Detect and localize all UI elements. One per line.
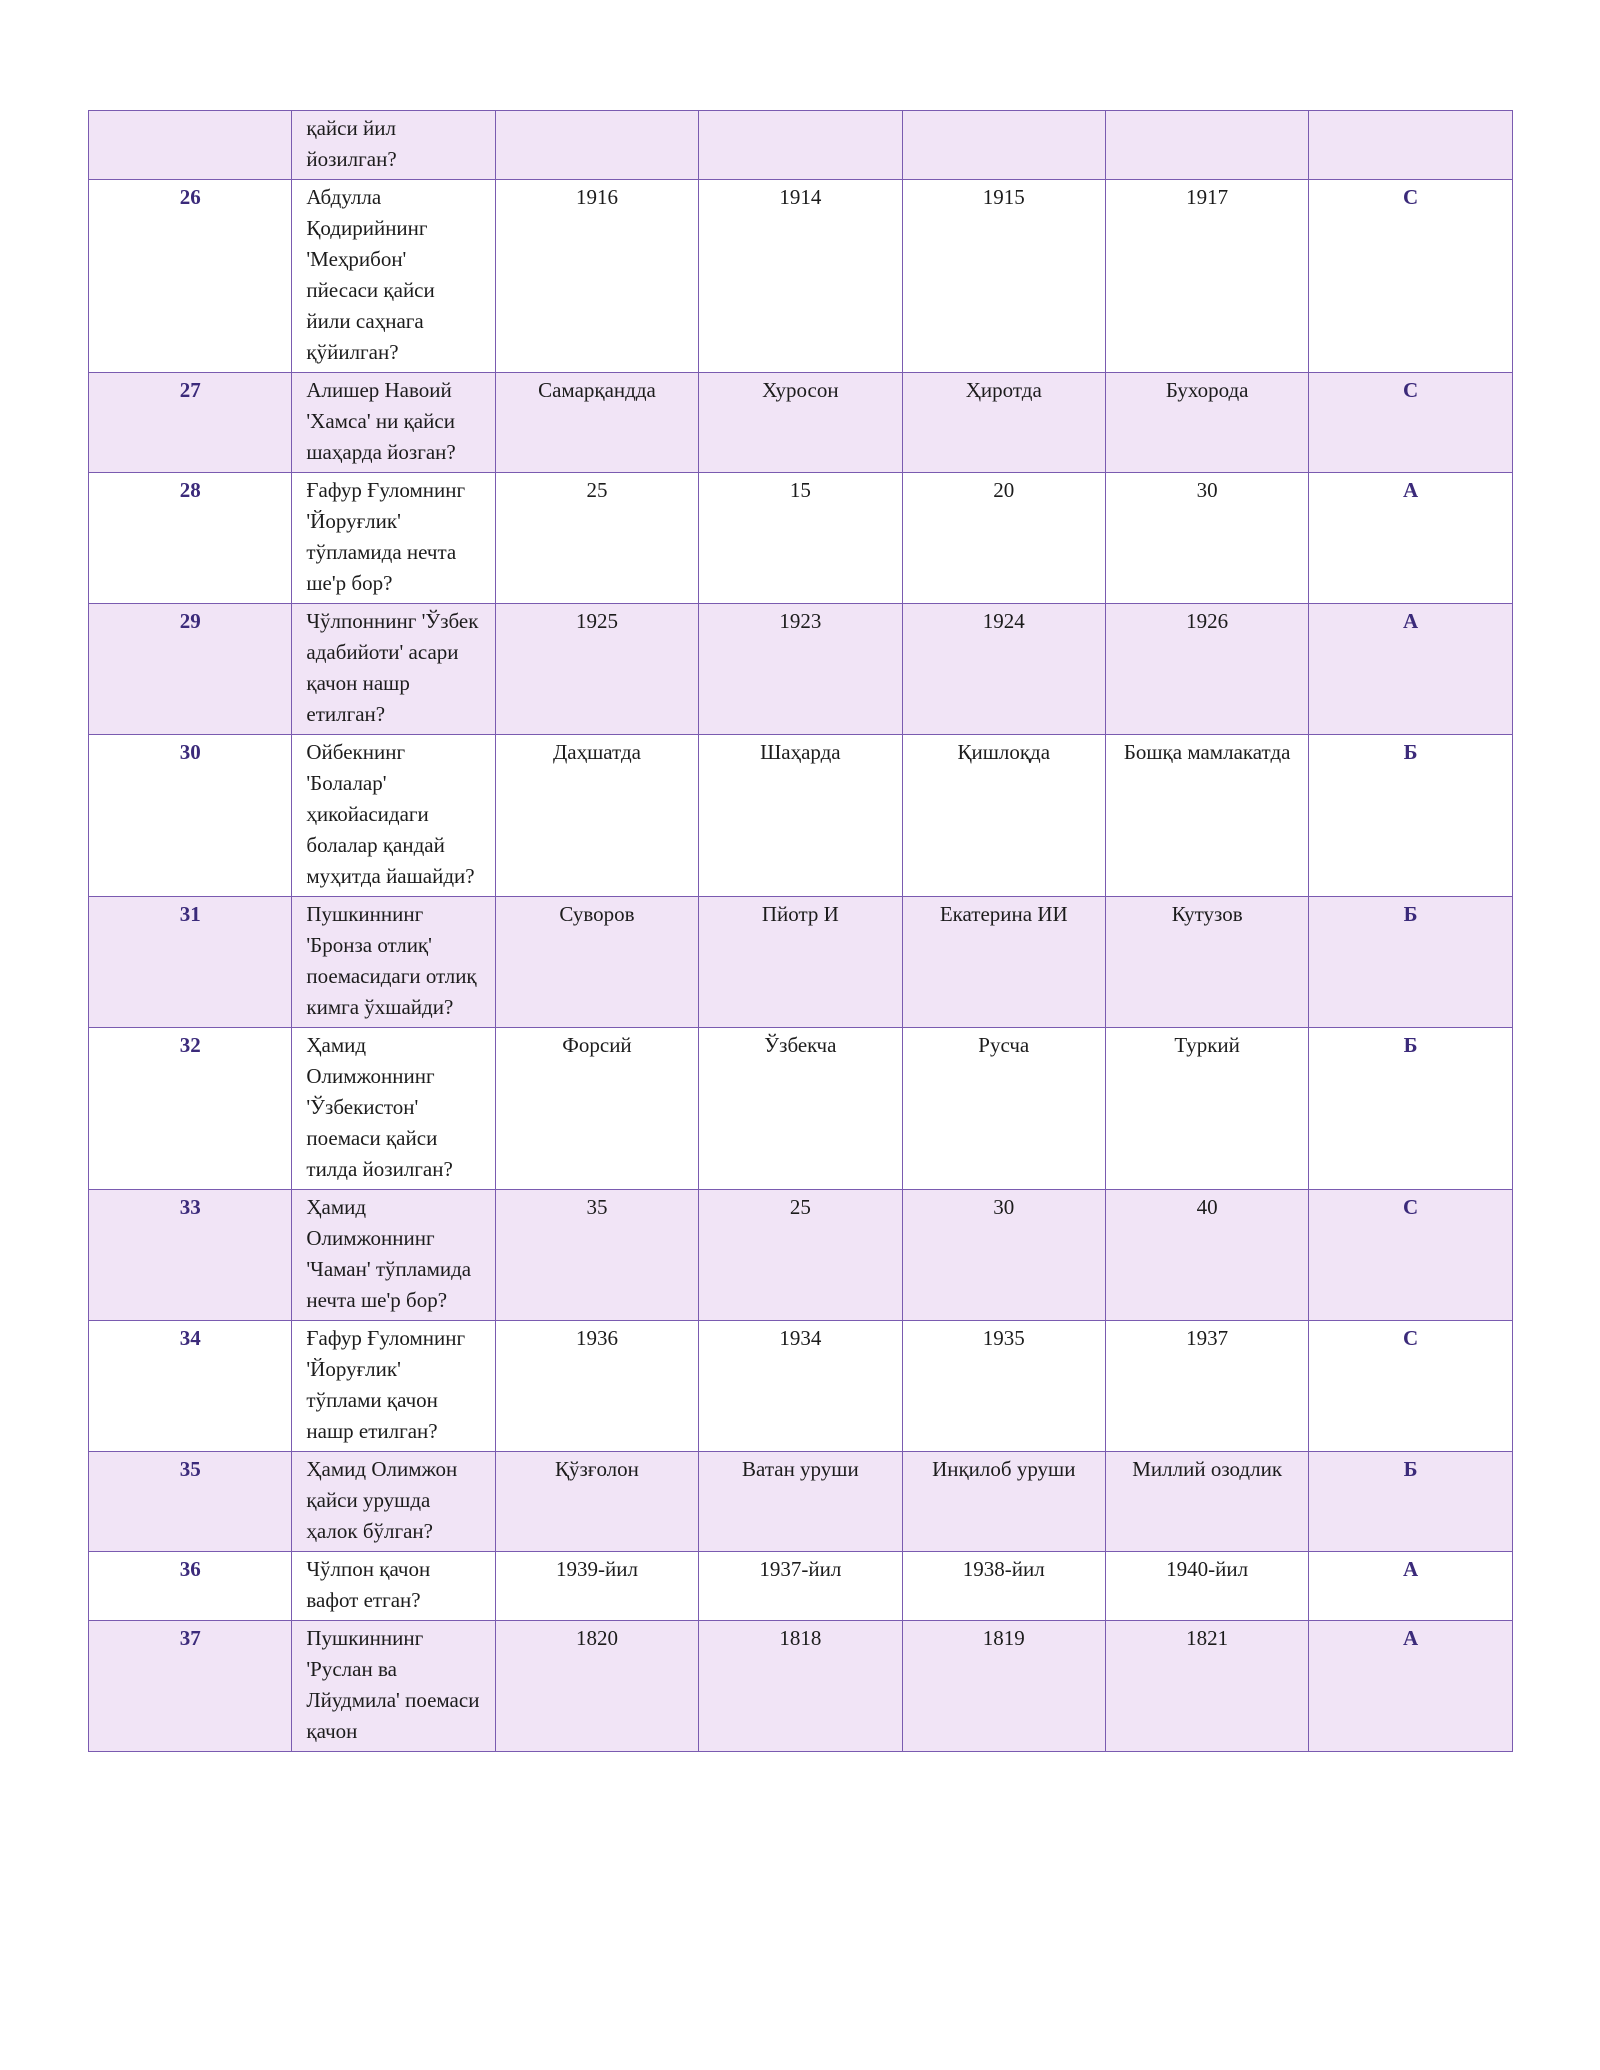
quiz-sheet xyxy=(88,110,1513,1752)
number-cell: 33 xyxy=(89,1190,292,1321)
option-b-cell: 1934 xyxy=(699,1321,902,1452)
option-d-cell: 30 xyxy=(1105,473,1308,604)
option-b-cell: 1818 xyxy=(699,1621,902,1752)
table-row xyxy=(89,1321,1513,1452)
answer-cell: A xyxy=(1309,604,1512,735)
table-row xyxy=(89,1552,1513,1621)
number-cell: 26 xyxy=(89,180,292,373)
answer-cell: C xyxy=(1309,373,1512,473)
option-b-cell: Шаҳарда xyxy=(699,735,902,897)
option-d-cell: Миллий озодлик xyxy=(1105,1452,1308,1552)
number-cell: 29 xyxy=(89,604,292,735)
answer-cell: A xyxy=(1309,473,1512,604)
quiz-table-body xyxy=(89,111,1513,1752)
number-cell: 34 xyxy=(89,1321,292,1452)
number-cell: 31 xyxy=(89,897,292,1028)
option-c-cell: 1935 xyxy=(902,1321,1105,1452)
question-cell: Пушкиннинг 'Руслан ва Лйудмила' поемаси қачон xyxy=(292,1621,495,1752)
option-b-cell: Хуросон xyxy=(699,373,902,473)
question-cell: Ҳамид Олимжоннинг 'Чаман' тўпламида нечта ше'р бор? xyxy=(292,1190,495,1321)
question-cell: Абдулла Қодирийнинг 'Меҳрибон' пйесаси қайси йили саҳнага қўйилган? xyxy=(292,180,495,373)
option-c-cell: Русча xyxy=(902,1028,1105,1190)
number-cell: 37 xyxy=(89,1621,292,1752)
answer-cell: A xyxy=(1309,1552,1512,1621)
option-a-cell: 1916 xyxy=(495,180,698,373)
option-c-cell: Ҳиротда xyxy=(902,373,1105,473)
question-cell: Ҳамид Олимжон қайси урушда ҳалок бўлган? xyxy=(292,1452,495,1552)
option-a-cell: 1939-йил xyxy=(495,1552,698,1621)
option-a-cell: 25 xyxy=(495,473,698,604)
table-row xyxy=(89,180,1513,373)
answer-cell: C xyxy=(1309,1190,1512,1321)
quiz-table xyxy=(88,110,1513,1752)
option-a-cell: Форсий xyxy=(495,1028,698,1190)
table-row xyxy=(89,1621,1513,1752)
number-cell: 36 xyxy=(89,1552,292,1621)
option-d-cell: Кутузов xyxy=(1105,897,1308,1028)
option-b-cell: 1914 xyxy=(699,180,902,373)
question-cell: Ғафур Ғуломнинг 'Йоруғлик' тўплами қачон нашр етилган? xyxy=(292,1321,495,1452)
option-d-cell: 1917 xyxy=(1105,180,1308,373)
option-a-cell: Даҳшатда xyxy=(495,735,698,897)
option-d-cell: 1821 xyxy=(1105,1621,1308,1752)
table-row xyxy=(89,1452,1513,1552)
option-c-cell: 1924 xyxy=(902,604,1105,735)
option-d-cell: Бухорода xyxy=(1105,373,1308,473)
option-c-cell: 1819 xyxy=(902,1621,1105,1752)
table-row xyxy=(89,1190,1513,1321)
option-a-cell: 1936 xyxy=(495,1321,698,1452)
option-b-cell: 15 xyxy=(699,473,902,604)
answer-cell: C xyxy=(1309,180,1512,373)
question-cell: Пушкиннинг 'Бронза отлиқ' поемасидаги отлиқ кимга ўхшайди? xyxy=(292,897,495,1028)
option-d-cell: Бошқа мамлакатда xyxy=(1105,735,1308,897)
number-cell: 27 xyxy=(89,373,292,473)
option-c-cell: 20 xyxy=(902,473,1105,604)
table-row xyxy=(89,604,1513,735)
option-d-cell: 40 xyxy=(1105,1190,1308,1321)
answer-cell: Б xyxy=(1309,897,1512,1028)
option-b-cell: Ватан уруши xyxy=(699,1452,902,1552)
option-c-cell xyxy=(902,111,1105,180)
question-cell: Ғафур Ғуломнинг 'Йоруғлик' тўпламида нечта ше'р бор? xyxy=(292,473,495,604)
option-c-cell: Инқилоб уруши xyxy=(902,1452,1105,1552)
table-row xyxy=(89,897,1513,1028)
table-row-continued xyxy=(89,111,1513,180)
option-c-cell: 1915 xyxy=(902,180,1105,373)
option-a-cell xyxy=(495,111,698,180)
answer-cell: Б xyxy=(1309,1452,1512,1552)
answer-cell: Б xyxy=(1309,1028,1512,1190)
option-b-cell: Пйотр И xyxy=(699,897,902,1028)
table-row xyxy=(89,373,1513,473)
answer-cell: C xyxy=(1309,1321,1512,1452)
option-b-cell: 25 xyxy=(699,1190,902,1321)
answer-cell xyxy=(1309,111,1512,180)
option-c-cell: 1938-йил xyxy=(902,1552,1105,1621)
answer-cell: Б xyxy=(1309,735,1512,897)
number-cell: 28 xyxy=(89,473,292,604)
question-cell: Чўлпон қачон вафот етган? xyxy=(292,1552,495,1621)
number-cell xyxy=(89,111,292,180)
option-a-cell: 1925 xyxy=(495,604,698,735)
option-c-cell: Қишлоқда xyxy=(902,735,1105,897)
option-a-cell: Самарқандда xyxy=(495,373,698,473)
option-a-cell: Суворов xyxy=(495,897,698,1028)
option-d-cell: 1940-йил xyxy=(1105,1552,1308,1621)
number-cell: 30 xyxy=(89,735,292,897)
question-cell: Чўлпоннинг 'Ўзбек адабийоти' асари қачон нашр етилган? xyxy=(292,604,495,735)
question-cell: Алишер Навоий 'Хамса' ни қайси шаҳарда йозган? xyxy=(292,373,495,473)
option-d-cell: 1937 xyxy=(1105,1321,1308,1452)
question-cell: Ҳамид Олимжоннинг 'Ўзбекистон' поемаси қайси тилда йозилган? xyxy=(292,1028,495,1190)
option-b-cell: 1923 xyxy=(699,604,902,735)
option-b-cell: 1937-йил xyxy=(699,1552,902,1621)
option-b-cell xyxy=(699,111,902,180)
option-a-cell: Қўзғолон xyxy=(495,1452,698,1552)
table-row xyxy=(89,735,1513,897)
option-d-cell: Туркий xyxy=(1105,1028,1308,1190)
question-cell: қайси йил йозилган? xyxy=(292,111,495,180)
option-a-cell: 1820 xyxy=(495,1621,698,1752)
question-cell: Ойбекнинг 'Болалар' ҳикойасидаги болалар қандай муҳитда йашайди? xyxy=(292,735,495,897)
number-cell: 32 xyxy=(89,1028,292,1190)
option-d-cell xyxy=(1105,111,1308,180)
answer-cell: A xyxy=(1309,1621,1512,1752)
table-row xyxy=(89,1028,1513,1190)
option-c-cell: Екатерина ИИ xyxy=(902,897,1105,1028)
table-row xyxy=(89,473,1513,604)
option-d-cell: 1926 xyxy=(1105,604,1308,735)
option-c-cell: 30 xyxy=(902,1190,1105,1321)
number-cell: 35 xyxy=(89,1452,292,1552)
option-a-cell: 35 xyxy=(495,1190,698,1321)
option-b-cell: Ўзбекча xyxy=(699,1028,902,1190)
